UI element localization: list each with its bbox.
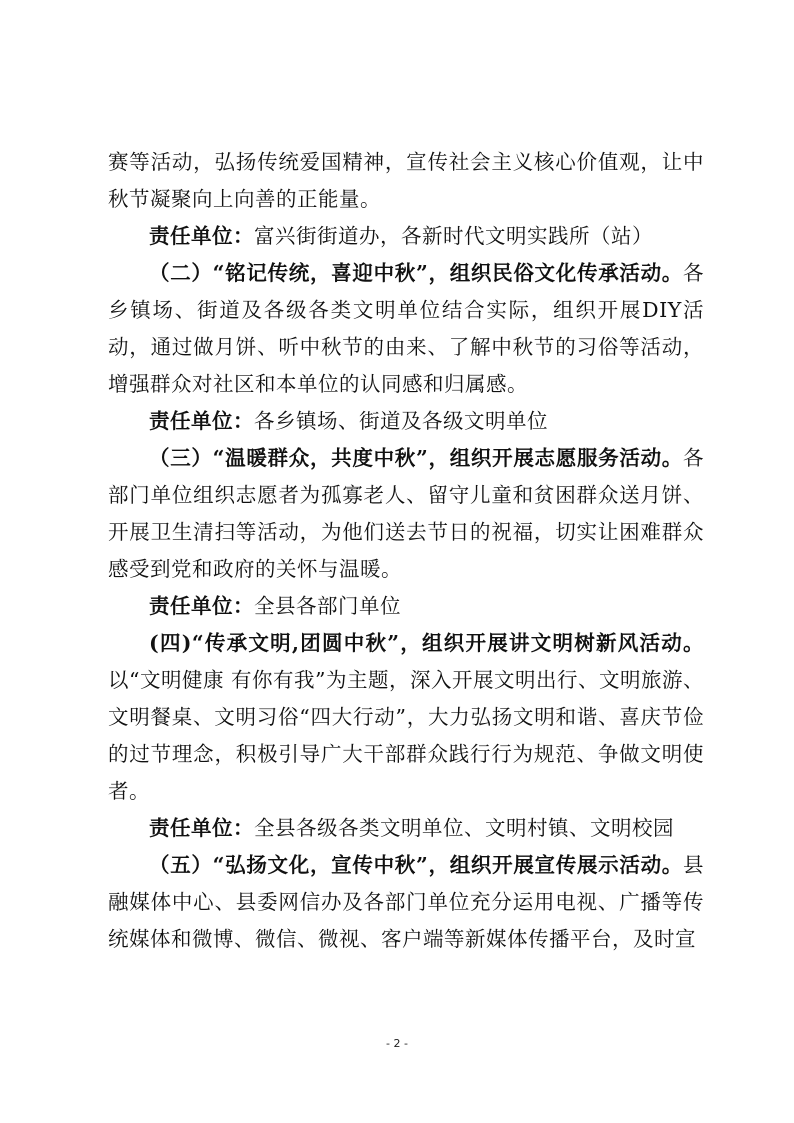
section-heading: （二）“铭记传统，喜迎中秋”，组织民俗文化传承活动。 [149, 261, 683, 285]
section-text: 各部门单位组织志愿者为孤寡老人、留守儿童和贫困群众送月饼、开展卫生清扫等活动，为他们送去节日的祝福，切实让困难群众感受到党和政府的关怀与温暖。 [108, 446, 704, 581]
section-text: 各乡镇场、街道及各级各类文明单位结合实际，组织开展DIY活动，通过做月饼、听中秋节的由来、了解中秋节的习俗等活动，增强群众对社区和本单位的认同感和归属感。 [108, 261, 704, 396]
page-number: - 2 - [386, 1037, 408, 1050]
responsible-unit-label: 责任单位： [149, 816, 254, 840]
responsible-unit-label: 责任单位： [149, 594, 254, 618]
section-four [108, 625, 704, 810]
responsible-unit-value: 各乡镇场、街道及各级文明单位 [254, 409, 548, 433]
section-heading: （三）“温暖群众，共度中秋”，组织开展志愿服务活动。 [149, 446, 683, 470]
responsible-unit-value: 富兴街街道办，各新时代文明实践所（站） [254, 224, 653, 248]
responsible-unit-3 [108, 588, 704, 625]
paragraph-text: 赛等活动，弘扬传统爱国精神，宣传社会主义核心价值观，让中秋节凝聚向上向善的正能量。 [108, 150, 704, 211]
responsible-unit-1 [108, 218, 704, 255]
paragraph-continuation [108, 144, 704, 218]
section-heading: (四)“传承文明,团圆中秋”，组织开展讲文明树新风活动。 [149, 631, 704, 655]
responsible-unit-label: 责任单位： [149, 224, 254, 248]
responsible-unit-value: 全县各级各类文明单位、文明村镇、文明校园 [254, 816, 674, 840]
section-heading: （五）“弘扬文化，宣传中秋”，组织开展宣传展示活动。 [149, 853, 683, 877]
section-text: 以“文明健康 有你有我”为主题，深入开展文明出行、文明旅游、文明餐桌、文明习俗“四大行动”，大力弘扬文明和谐、喜庆节俭的过节理念，积极引导广大干部群众践行行为规范、争做文明使者。 [108, 668, 704, 803]
section-three [108, 440, 704, 588]
document-body [108, 144, 704, 958]
responsible-unit-4 [108, 810, 704, 847]
responsible-unit-2 [108, 403, 704, 440]
section-five [108, 847, 704, 958]
responsible-unit-label: 责任单位： [149, 409, 254, 433]
section-text: 县融媒体中心、县委网信办及各部门单位充分运用电视、广播等传统媒体和微博、微信、微视、客户端等新媒体传播平台，及时宣 [108, 853, 704, 951]
section-two [108, 255, 704, 403]
responsible-unit-value: 全县各部门单位 [254, 594, 401, 618]
